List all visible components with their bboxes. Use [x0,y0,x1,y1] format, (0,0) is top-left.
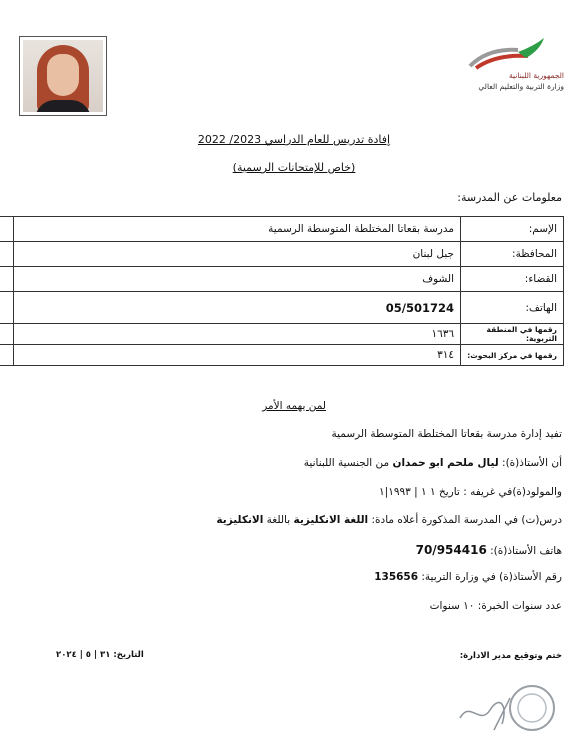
subject-label: درس(ت) في المدرسة المذكورة أعلاه مادة: [371,514,562,526]
logo-republic-text: الجمهورية اللبنانية [508,71,564,80]
language-value: الانكليزية [216,514,264,526]
district-value: الشوف [14,267,461,292]
teacher-phone-label: هاتف الأستاذ(ة): [490,545,562,557]
body-ministry-number-line [374,571,562,583]
table-row [0,292,564,324]
region-number-label: رقمها في المنطقة التربوية: [461,324,564,345]
teacher-label: أن الأستاذ(ة): [502,457,562,469]
district-label: القضاء: [461,267,564,292]
school-info-table [0,216,564,366]
phone-label: الهاتف: [461,292,564,324]
body-phone-line [416,543,562,557]
teacher-phone-value: 70/954416 [415,543,487,557]
logo-ministry-text: وزارة التربية والتعليم العالي [478,82,564,91]
nationality-text: من الجنسية اللبنانية [303,457,390,469]
table-row [0,345,564,366]
ministry-emblem-icon [448,36,566,70]
ministry-logo [448,36,566,96]
body-birth-line: والمولود(ة)في غريفه : تاريخ ١ ١ | ١٩٩٣|١ [379,486,562,498]
applicant-photo [19,36,107,116]
teacher-name: ليال ملحم ابو حمدان [392,457,499,469]
ministry-number-label: رقم الأستاذ(ة) في وزارة التربية: [421,571,562,583]
table-row [0,267,564,292]
body-subject-line [216,514,562,526]
table-row [0,242,564,267]
stamp-signature-icon [450,680,560,738]
school-name-value: مدرسة بقعاتا المختلطة المتوسطة الرسمية [14,217,461,242]
to-whom-heading: لمن يهمه الأمر [262,400,326,412]
ministry-number-value: 135656 [374,571,419,583]
governorate-label: المحافظة: [461,242,564,267]
research-center-number-label: رقمها في مركز البحوث: [461,345,564,366]
subject-value: اللغة الانكليزية [293,514,369,526]
region-number-value: ١٦٣٦ [14,324,461,345]
research-center-number-value: ٣١٤ [14,345,461,366]
signature-label: ختم وتوقيع مدير الادارة: [459,651,562,661]
governorate-value: جبل لبنان [14,242,461,267]
date-label: التاريخ: ٣١ | ٥ | ٢٠٢٤ [56,650,144,660]
phone-value: 05/501724 [14,292,461,324]
body-school-statement: تفيد إدارة مدرسة بقعاتا المختلطة المتوسطة الرسمية [331,428,562,440]
table-row [0,217,564,242]
language-label: باللغة [266,514,291,526]
page-title: إفادة تدريس للعام الدراسي 2023/ 2022 [197,133,391,146]
school-name-label: الإسم: [461,217,564,242]
body-experience-line: عدد سنوات الخبرة: ١٠ سنوات [429,600,562,612]
page-subtitle: (خاص للإمتحانات الرسمية) [232,161,356,174]
body-teacher-line [304,457,562,469]
table-row [0,324,564,345]
school-info-heading: معلومات عن المدرسة: [457,191,562,204]
